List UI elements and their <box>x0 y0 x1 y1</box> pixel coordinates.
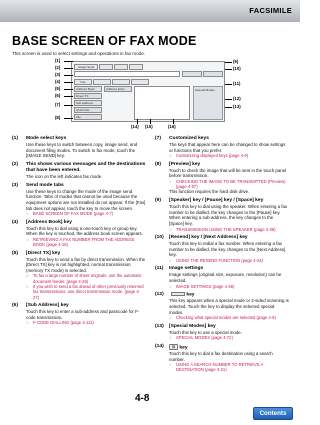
link-speaker[interactable]: ☞ TRANSMISSION USING THE SPEAKER (page 4-36) <box>169 227 289 232</box>
screen-btn-address-entry: Address Entry <box>104 86 132 92</box>
screen-btn-direct-tx: Direct TX <box>74 93 102 99</box>
callout-5: (5) <box>55 86 61 91</box>
link-direct-transmission[interactable]: ☞ If you wish to send a fax ahead of other previously reserved fax transmissions, use direct transmission mode. (page 4-27) <box>26 284 146 300</box>
item-5: (5) [Direct TX] key Touch this key to send a fax by direct transmission. When the [Direct TX] key is not highlighted, normal transmission (memory TX mode) is selected. ☞ To fax a large number of sheet originals, use the automatic document feeder. (page 4-26) ☞ If you wish to send a fax ahead of other previously reserved fax transmissions, use direct transmission mode. (page 4-27) <box>12 251 146 300</box>
link-special-modes[interactable]: ☞ SPECIAL MODES (page 4-72) <box>169 335 289 340</box>
callout-4: (4) <box>55 79 61 84</box>
screen-image-settings <box>134 86 190 120</box>
callout-14: (14) <box>131 124 139 129</box>
callout-2: (2) <box>55 65 61 70</box>
callout-16: (16) <box>168 124 176 129</box>
link-base-screen[interactable]: ☞ BASE SCREEN OF FAX MODE (page 4-7) <box>26 211 146 216</box>
item-2: (2) This shows various messages and the destinations that have been entered. The icon on the left indicates fax mode. <box>12 161 146 179</box>
callout-1: (1) <box>55 58 61 63</box>
screen-btn-address-book: Address Book <box>74 86 102 92</box>
item-11: (11) Image settings Image settings (original size, exposure, resolution) can be selected. ☞ IMAGE SETTINGS (page 4-46) <box>155 266 289 288</box>
item-4: (4) [Address Book] key Touch this key to dial using a one-touch key or group key. When the key is touched, the address book screen appears. ☞ RETRIEVING A FAX NUMBER FROM THE ADDRESS BOOK (page 4-16) <box>12 220 146 248</box>
callout-12: (12) <box>233 96 241 101</box>
callout-9: (9) <box>233 59 239 64</box>
contents-button[interactable]: Contents <box>253 407 293 420</box>
item-14: (14) ☷ key Touch this key to dial a fax destination using a search number. ☞ USING A SEARCH NUMBER TO RETRIEVE A DESTINATION (page 4-21) <box>155 344 289 373</box>
section-header-bar <box>0 0 300 22</box>
callout-6: (6) <box>55 93 61 98</box>
description-column-right <box>155 136 289 376</box>
item-7: (7) Customized keys The keys that appear here can be changed to show settings or functions that you prefer. ☞ Customizing displayed keys (page 4-9) <box>155 136 289 158</box>
fax-screen-diagram <box>55 58 245 129</box>
screen-btn-sub-address: Sub Address <box>74 100 102 106</box>
link-check-special-modes[interactable]: ☞ Checking what special modes are selected (page 4-9) <box>169 315 289 320</box>
link-adf[interactable]: ☞ To fax a large number of sheet originals, use the automatic document feeder. (page 4-26) <box>26 273 146 284</box>
screen-mockup <box>71 61 225 122</box>
screen-message-area <box>74 71 180 77</box>
callout-3: (3) <box>55 72 61 77</box>
callout-8: (8) <box>55 115 61 120</box>
item-13: (13) [Special Modes] key Touch this key to use a special mode. ☞ SPECIAL MODES (page 4-72) <box>155 324 289 341</box>
callout-13: (13) <box>233 104 241 109</box>
item-6: (6) [Sub Address] key Touch this key to enter a sub-address and passcode for F-code transmission. ☞ F-CODE DIALLING (page 4-111) <box>12 303 146 325</box>
link-search-number[interactable]: ☞ USING A SEARCH NUMBER TO RETRIEVE A DESTINATION (page 4-21) <box>169 362 289 373</box>
item-8: (8) [Preview] key Touch to check the image that will be sent in the touch panel before transmission. ☞ CHECKING THE IMAGE TO BE TRANSMITTED (Preview) (page 4-57) This function requires the hard disk drive. <box>155 162 289 195</box>
screen-tab-fax: Fax <box>74 79 92 85</box>
link-resend[interactable]: ☞ USING THE RESEND FUNCTION (page 4-24) <box>169 258 289 263</box>
section-title: FACSIMILE <box>249 6 292 15</box>
description-column-left <box>12 136 146 329</box>
page-title: BASE SCREEN OF FAX MODE <box>12 34 197 48</box>
callout-11: (11) <box>233 81 241 86</box>
item-10: (10) [Resend] key / [Next Address] key Touch this key to redial a fax number. When entering a fax number to be dialled, the key changes to the [Next Address] key. ☞ USING THE RESEND FUNCTION (page 4-24) <box>155 235 289 263</box>
link-customizing-keys[interactable]: ☞ Customizing displayed keys (page 4-9) <box>169 153 289 158</box>
page-number: 4-8 <box>135 393 150 404</box>
link-image-settings[interactable]: ☞ IMAGE SETTINGS (page 4-46) <box>169 284 289 289</box>
screen-btn-file: File <box>74 114 102 120</box>
screen-tab-image-send: Image Send <box>74 64 98 70</box>
intro-text: This screen is used to select settings and operations in fax mode. <box>12 51 146 56</box>
link-address-book[interactable]: ☞ RETRIEVING A FAX NUMBER FROM THE ADDRESS BOOK (page 4-16) <box>26 237 146 248</box>
special-mode-check-key-icon <box>171 292 185 296</box>
callout-10: (10) <box>233 66 241 71</box>
link-preview[interactable]: ☞ CHECKING THE IMAGE TO BE TRANSMITTED (Preview) (page 4-57) <box>169 179 289 190</box>
search-number-key-icon: ☷ <box>169 344 178 350</box>
item-9: (9) [Speaker] key / [Pause] key / [Space] key Touch this key to dial using the speaker. When entering a fax number to be dialled, the key changes to the [Pause] key. When entering a sub-address, the key changes to the [Space] key. ☞ TRANSMISSION USING THE SPEAKER (page 4-36) <box>155 198 289 232</box>
callout-15: (15) <box>145 124 153 129</box>
screen-btn-quick-file: Quick File <box>74 107 102 113</box>
item-3: (3) Send mode tabs Use these keys to change the mode of the image send function. Tabs of modes that cannot be used because the equipment options are not installed do not appear. If the [Fax] tab does not appear, touch the key to move the screen. ☞ BASE SCREEN OF FAX MODE (page 4-7) <box>12 183 146 217</box>
item-1: (1) Mode select keys Use these keys to switch between copy, image send, and document filing modes. To switch to fax mode, touch the [IMAGE SEND] key. <box>12 136 138 159</box>
link-f-code[interactable]: ☞ F-CODE DIALLING (page 4-111) <box>26 320 146 325</box>
screen-special-modes: Special Modes <box>193 86 223 120</box>
item-12: (12) key This key appears when a special mode or 2-sided scanning is selected. Touch the key to display the selected special modes. ☞ Checking what special modes are selected (page 4-9) <box>155 292 289 320</box>
callout-7: (7) <box>55 102 61 107</box>
